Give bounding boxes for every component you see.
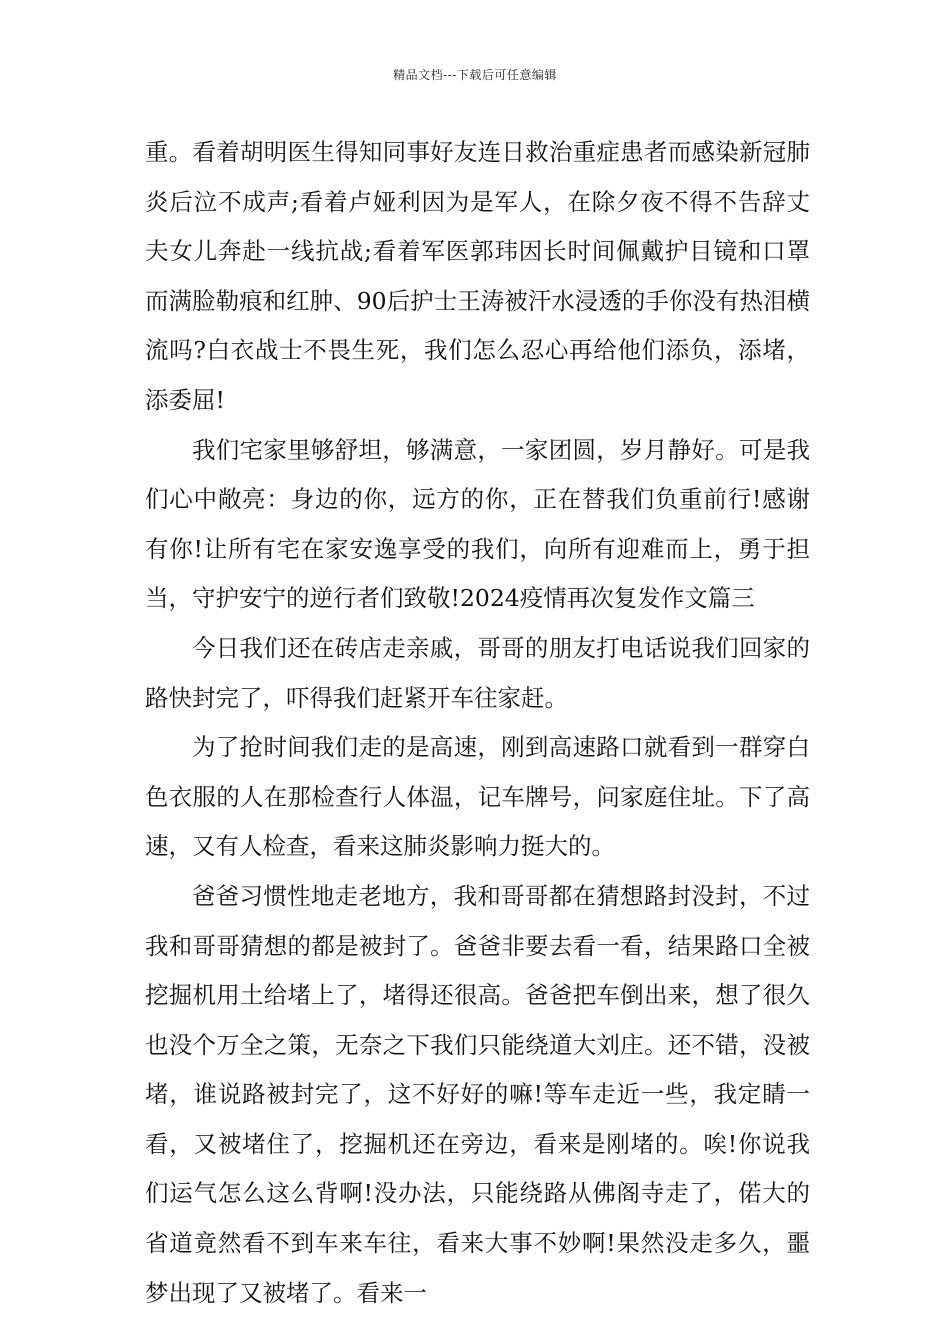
paragraph-continuation: 重。看着胡明医生得知同事好友连日救治重症患者而感染新冠肺炎后泣不成声;看着卢娅利因为是军人，在除夕夜不得不告辞丈夫女儿奔赴一线抗战;看着军医郭玮因长时间佩戴护目镜和口罩而满脸勒痕和红肿、90后护士王涛被汗水浸透的手你没有热泪横流吗?白衣战士不畏生死，我们怎么忍心再给他们添负，添堵，添委屈! bbox=[145, 138, 810, 414]
paragraph: 爸爸习惯性地走老地方，我和哥哥都在猜想路封没封，不过我和哥哥猜想的都是被封了。爸爸非要去看一看，结果路口全被挖掘机用土给堵上了，堵得还很高。爸爸把车倒出来，想了很久也没个万全之策，无奈之下我们只能绕道大刘庄。还不错，没被堵，谁说路被封完了，这不好好的嘛!等车走近一些，我定睛一看，又被堵住了，挖掘机还在旁边，看来是刚堵的。唉!你说我们运气怎么这么背啊!没办法，只能绕路从佛阁寺走了，偌大的省道竟然看不到车来车往，看来大事不妙啊!果然没走多久，噩梦出现了又被堵了。看来一 bbox=[145, 881, 810, 1307]
paragraph: 我们宅家里够舒坦，够满意，一家团圆，岁月静好。可是我们心中敞亮：身边的你，远方的你，正在替我们负重前行!感谢有你!让所有宅在家安逸享受的我们，向所有迎难而上，勇于担当，守护安宁的逆行者们致敬!2024疫情再次复发作文篇三 bbox=[145, 435, 810, 613]
paragraph: 今日我们还在砖店走亲戚，哥哥的朋友打电话说我们回家的路快封完了，吓得我们赶紧开车往家赶。 bbox=[145, 633, 810, 712]
paragraph: 为了抢时间我们走的是高速，刚到高速路口就看到一群穿白色衣服的人在那检查行人体温，记车牌号，问家庭住址。下了高速，又有人检查，看来这肺炎影响力挺大的。 bbox=[145, 733, 810, 861]
document-body bbox=[145, 128, 810, 1318]
page-header: 精品文档---下载后可任意编辑 bbox=[393, 68, 557, 82]
